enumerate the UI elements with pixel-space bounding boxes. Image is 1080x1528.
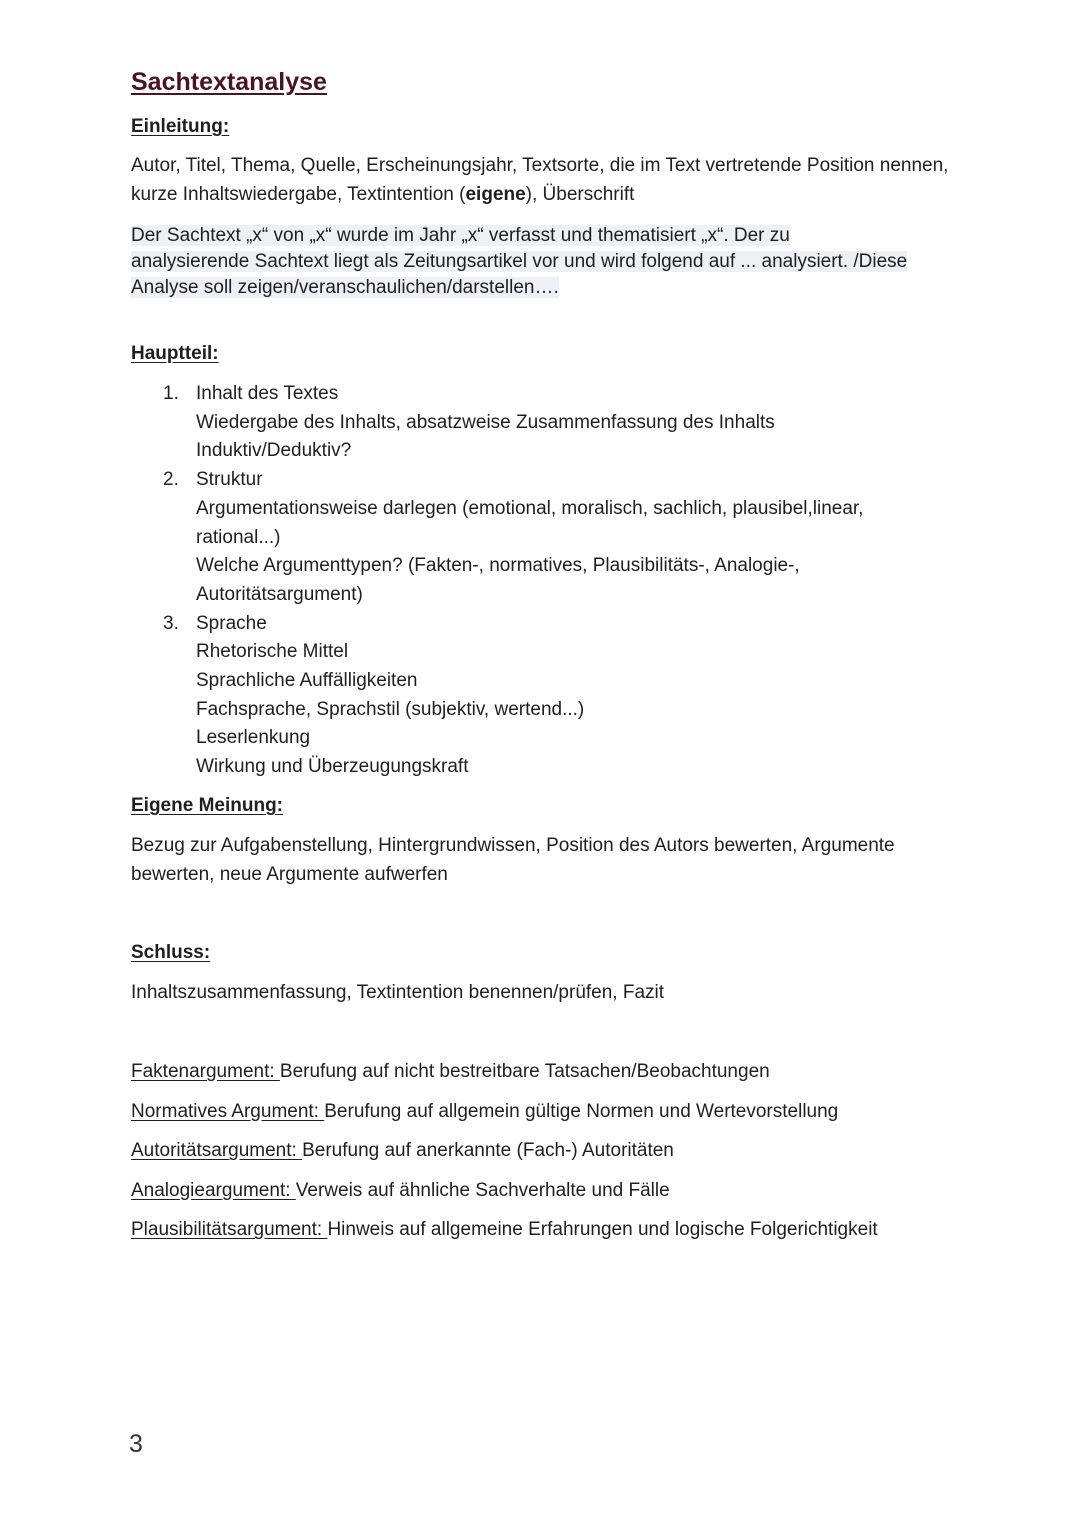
einleitung-text-after: ), Überschrift bbox=[525, 184, 635, 205]
eigene-meinung-heading: Eigene Meinung: bbox=[131, 795, 283, 816]
einleitung-text bbox=[131, 151, 951, 209]
list-item-detail: Leserlenkung bbox=[196, 727, 311, 749]
example-paragraph bbox=[131, 223, 961, 301]
einleitung-text-bold: eigene bbox=[465, 184, 526, 205]
list-item-detail: Autoritätsargument) bbox=[196, 583, 363, 605]
list-item-number: 3. bbox=[163, 612, 179, 634]
hauptteil-heading: Hauptteil: bbox=[131, 343, 219, 364]
schluss-text: Inhaltszusammenfassung, Textintention benennen/prüfen, Fazit bbox=[131, 982, 665, 1003]
einleitung-text-before: Autor, Titel, Thema, Quelle, Erscheinungsjahr, Textsorte, die im Text vertretende Position nennen, kurze Inhaltswiedergabe, Textintention ( bbox=[131, 155, 949, 205]
example-line: Analyse soll zeigen/veranschaulichen/darstellen…. bbox=[131, 277, 559, 298]
list-item-number: 1. bbox=[163, 383, 179, 404]
list-item-title: Struktur bbox=[196, 469, 263, 491]
example-line: Der Sachtext „x“ von „x“ wurde im Jahr „x“ verfasst und thematisiert „x“. Der zu bbox=[131, 225, 790, 246]
definition-item bbox=[131, 1137, 971, 1177]
list-item-detail: Induktiv/Deduktiv? bbox=[196, 440, 352, 462]
einleitung-heading: Einleitung: bbox=[131, 116, 230, 137]
definition-item bbox=[131, 1216, 971, 1256]
definition-term: Normatives Argument: bbox=[131, 1100, 325, 1122]
definition-item bbox=[131, 1098, 971, 1138]
eigene-meinung-text: Bezug zur Aufgabenstellung, Hintergrundwissen, Position des Autors bewerten, Argumente bewerten, neue Argumente aufwerfen bbox=[131, 835, 895, 885]
list-item-detail: Rhetorische Mittel bbox=[196, 641, 349, 663]
list-item-detail: Fachsprache, Sprachstil (subjektiv, wertend...) bbox=[196, 698, 585, 720]
definition-desc: Berufung auf allgemein gültige Normen und Wertevorstellung bbox=[324, 1100, 839, 1122]
list-item-title: Sprache bbox=[196, 612, 267, 634]
list-item-detail: Wirkung und Überzeugungskraft bbox=[196, 756, 469, 778]
definition-desc: Hinweis auf allgemeine Erfahrungen und logische Folgerichtigkeit bbox=[327, 1219, 878, 1241]
page-number: 3 bbox=[129, 1430, 143, 1458]
page-title: Sachtextanalyse bbox=[131, 68, 327, 96]
definition-desc: Verweis auf ähnliche Sachverhalte und Fälle bbox=[295, 1179, 670, 1201]
list-item bbox=[163, 466, 953, 610]
definition-term: Faktenargument: bbox=[131, 1061, 280, 1082]
list-item-detail: Welche Argumenttypen? (Fakten-, normatives, Plausibilitäts-, Analogie-, bbox=[196, 555, 800, 577]
list-item-detail: Sprachliche Auffälligkeiten bbox=[196, 670, 418, 692]
list-item-number: 2. bbox=[163, 469, 179, 491]
definition-desc: Berufung auf nicht bestreitbare Tatsachen/Beobachtungen bbox=[279, 1061, 770, 1082]
schluss-heading: Schluss: bbox=[131, 942, 211, 963]
list-item-detail: Argumentationsweise darlegen (emotional, moralisch, sachlich, plausibel,linear, bbox=[196, 497, 864, 519]
list-item bbox=[163, 610, 953, 782]
list-item-title: Inhalt des Textes bbox=[196, 383, 339, 404]
list-item-detail: Wiedergabe des Inhalts, absatzweise Zusammenfassung des Inhalts bbox=[196, 411, 775, 433]
definition-term: Plausibilitätsargument: bbox=[131, 1219, 328, 1241]
list-item-detail: rational...) bbox=[196, 526, 281, 548]
definition-item bbox=[131, 1058, 971, 1098]
argument-definitions bbox=[131, 1058, 971, 1256]
definition-term: Analogieargument: bbox=[131, 1179, 296, 1201]
definition-term: Autoritätsargument: bbox=[131, 1140, 303, 1162]
definition-desc: Berufung auf anerkannte (Fach-) Autoritäten bbox=[302, 1140, 674, 1162]
definition-item bbox=[131, 1177, 971, 1217]
hauptteil-list bbox=[163, 380, 953, 782]
list-item bbox=[163, 380, 953, 466]
example-line: analysierende Sachtext liegt als Zeitungsartikel vor und wird folgend auf ... analysiert. /Diese bbox=[131, 251, 908, 272]
